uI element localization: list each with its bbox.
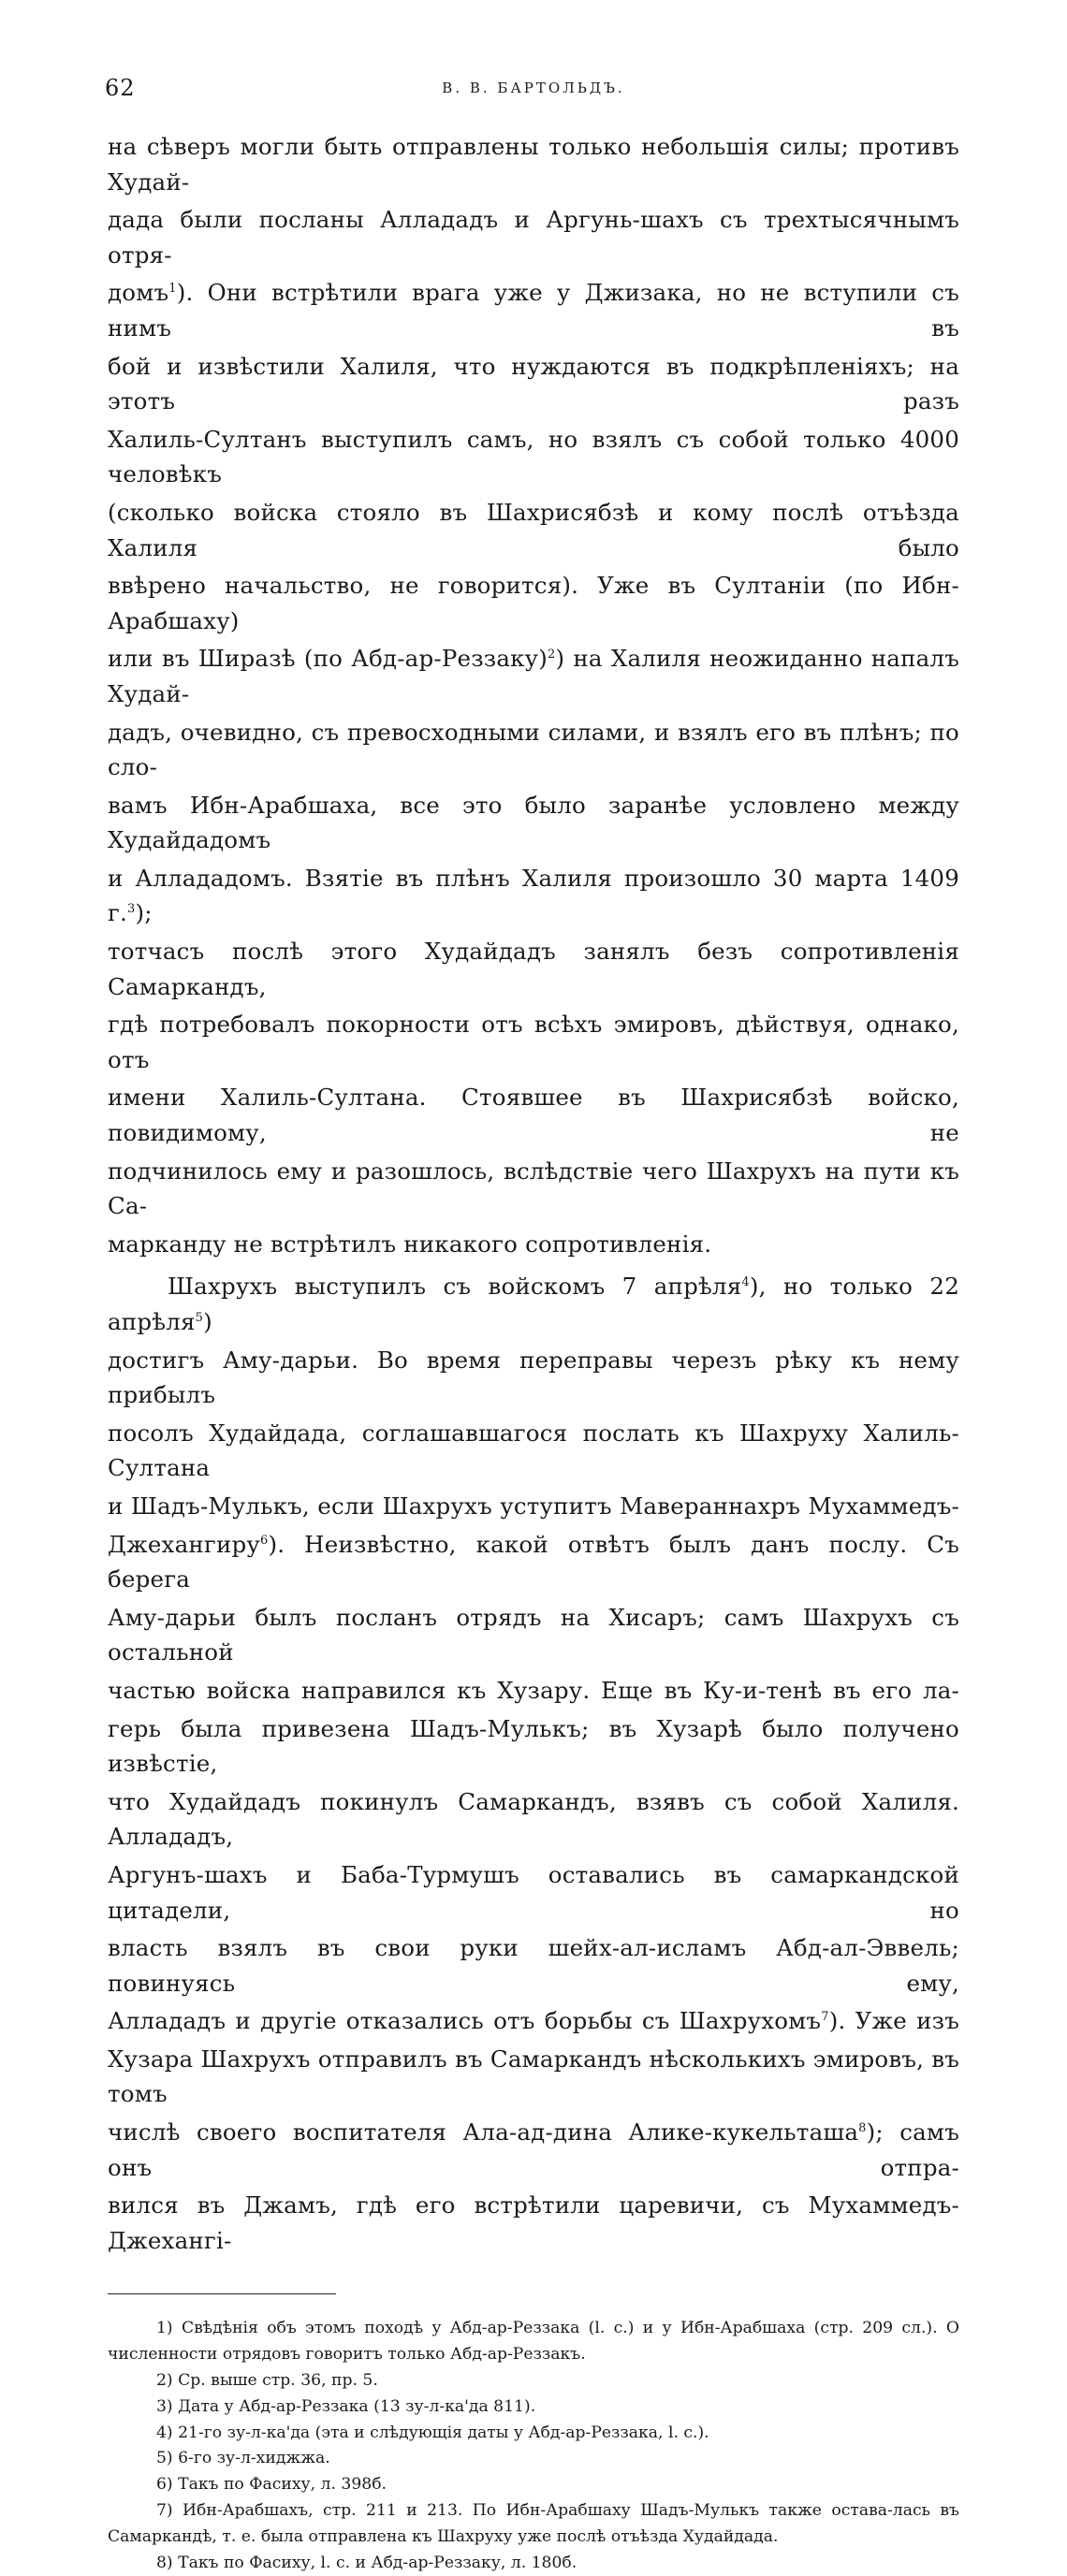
footnote-marker: 2 — [548, 648, 556, 662]
body-line: числѣ своего воспитателя Ала-ад-дина Алике-кукельташа$^8$); самъ онъ отпра- — [108, 2118, 959, 2181]
body-line: дада были посланы Аллададъ и Аргунь-шахъ съ трехтысячнымъ отря- — [108, 206, 959, 269]
footnote-marker: 1 — [168, 282, 177, 297]
body-line: Шахрухъ выступилъ съ войскомъ 7 апрѣля$^4$), но только 22 апрѣля$^5$) — [108, 1273, 959, 1335]
footnote-item: 3) Дата у Абд-ар-Реззака (13 зу-л-ка'да 811). — [156, 2396, 536, 2416]
footnote-item: 2) Ср. выше стр. 36, пр. 5. — [156, 2371, 378, 2391]
body-line: домъ$^1$). Они встрѣтили врага уже у Джизака, но не вступили съ нимъ въ — [108, 279, 959, 342]
body-line: ввѣрено начальство, не говорится). Уже въ Султаніи (по Ибн-Арабшаху) — [108, 572, 959, 634]
footnote-item: 7) Ибн-Арабшахъ, стр. 211 и 213. По Ибн-Арабшаху Шадъ-Мулькъ также остава-лась въ Самаркандѣ, т. е. была отправлена къ Шахруху уже послѣ отъѣзда Худайдада. — [108, 2501, 959, 2546]
body-line: гдѣ потребовалъ покорности отъ всѣхъ эмировъ, дѣйствуя, однако, отъ — [108, 1011, 959, 1073]
body-line: или въ Ширазѣ (по Абд-ар-Реззаку)$^2$) на Халиля неожиданно напалъ Худай- — [108, 645, 960, 707]
body-line: посолъ Худайдада, соглашавшагося послать къ Шахруху Халиль-Султана — [108, 1419, 959, 1482]
body-line: бой и извѣстили Халиля, что нуждаются въ подкрѣпленіяхъ; на этотъ разъ — [108, 352, 959, 415]
footnote-rule — [108, 2293, 336, 2294]
body-line: подчинилось ему и разошлось, вслѣдствіе чего Шахрухъ на пути къ Са- — [108, 1157, 959, 1220]
footnote-marker: 4 — [741, 1275, 750, 1290]
body-line: и Аллададомъ. Взятіе въ плѣнъ Халиля произошло 30 марта 1409 г.$^3$); — [108, 864, 959, 927]
footnote-marker: 3 — [127, 902, 136, 917]
body-line: Халиль-Султанъ выступилъ самъ, но взялъ съ собой только 4000 человѣкъ — [108, 425, 959, 488]
body-line: частью войска направился къ Хузару. Еще въ Ку-и-тенѣ въ его ла- — [108, 1676, 959, 1704]
body-line: вился въ Джамъ, гдѣ его встрѣтили царевичи, съ Мухаммедъ-Джехангі- — [108, 2191, 959, 2254]
body-line: вамъ Ибн-Арабшаха, все это было заранѣе условлено между Худайдадомъ — [108, 791, 959, 854]
page-number: 62 — [105, 75, 136, 101]
footnote-item: 1) Свѣдѣнія объ этомъ походѣ у Абд-ар-Реззака (l. c.) и у Ибн-Арабшаха (стр. 209 сл.). О численности отрядовъ говоритъ только Абд-ар-Реззакъ. — [108, 2319, 959, 2365]
body-line: Аллададъ и другіе отказались отъ борьбы съ Шахрухомъ$^7$). Уже изъ — [108, 2007, 959, 2035]
body-line: Хузара Шахрухъ отправилъ въ Самаркандъ нѣсколькихъ эмировъ, въ томъ — [108, 2045, 959, 2108]
body-line: Аму-дарьи былъ посланъ отрядъ на Хисаръ; самъ Шахрухъ съ остальной — [108, 1603, 959, 1666]
body-line: тотчасъ послѣ этого Худайдадъ занялъ безъ сопротивленія Самаркандъ, — [108, 938, 959, 1000]
body-line: достигъ Аму-дарьи. Во время переправы черезъ рѣку къ нему прибылъ — [108, 1346, 959, 1409]
body-line: власть взялъ въ свои руки шейх-ал-исламъ Абд-ал-Эввель; повинуясь ему, — [108, 1934, 959, 1997]
footnote-item: 5) 6-го зу-л-хиджжа. — [156, 2449, 330, 2468]
body-line: (сколько войска стояло въ Шахрисябзѣ и кому послѣ отъѣзда Халиля было — [108, 498, 959, 561]
footnote-marker: 6 — [259, 1533, 269, 1548]
body-line: марканду не встрѣтилъ никакого сопротивленія. — [108, 1230, 712, 1258]
running-head — [105, 75, 959, 112]
body-line: Джехангиру$^6$). Неизвѣстно, какой отвѣтъ былъ данъ послу. Съ берега — [108, 1530, 959, 1594]
body-line: дадъ, очевидно, съ превосходными силами, и взялъ его въ плѣнъ; по сло- — [108, 718, 959, 781]
running-title: В. В. БАРТОЛЬДЪ. — [442, 80, 625, 96]
body-text — [108, 129, 959, 2258]
footnote-marker: 5 — [195, 1310, 204, 1325]
footnote-item: 8) Такъ по Фасиху, l. c. и Абд-ар-Реззаку, л. 180б. — [156, 2553, 577, 2572]
footnote-item: 4) 21-го зу-л-ка'да (эта и слѣдующія даты у Абд-ар-Реззака, l. c.). — [156, 2423, 709, 2442]
body-line: имени Халиль-Султана. Стоявшее въ Шахрисябзѣ войско, повидимому, не — [108, 1084, 959, 1147]
body-line: и Шадъ-Мулькъ, если Шахрухъ уступитъ Мавераннахръ Мухаммедъ- — [108, 1492, 959, 1520]
footnote-item: 6) Такъ по Фасиху, л. 398б. — [156, 2475, 387, 2495]
body-line: Аргунъ-шахъ и Баба-Турмушъ оставались въ самаркандской цитадели, но — [108, 1860, 959, 1924]
footnote-marker: 8 — [858, 2120, 867, 2135]
footnotes — [108, 2316, 959, 2576]
footnote-marker: 7 — [821, 2010, 829, 2025]
body-line: на сѣверъ могли быть отправлены только небольшія силы; противъ Худай- — [108, 133, 959, 196]
book-page — [105, 75, 960, 2576]
body-line: что Худайдадъ покинулъ Самаркандъ, взявъ съ собой Халиля. Аллададъ, — [108, 1787, 959, 1851]
body-line: герь была привезена Шадъ-Мулькъ; въ Хузарѣ было получено извѣстіе, — [108, 1714, 959, 1778]
